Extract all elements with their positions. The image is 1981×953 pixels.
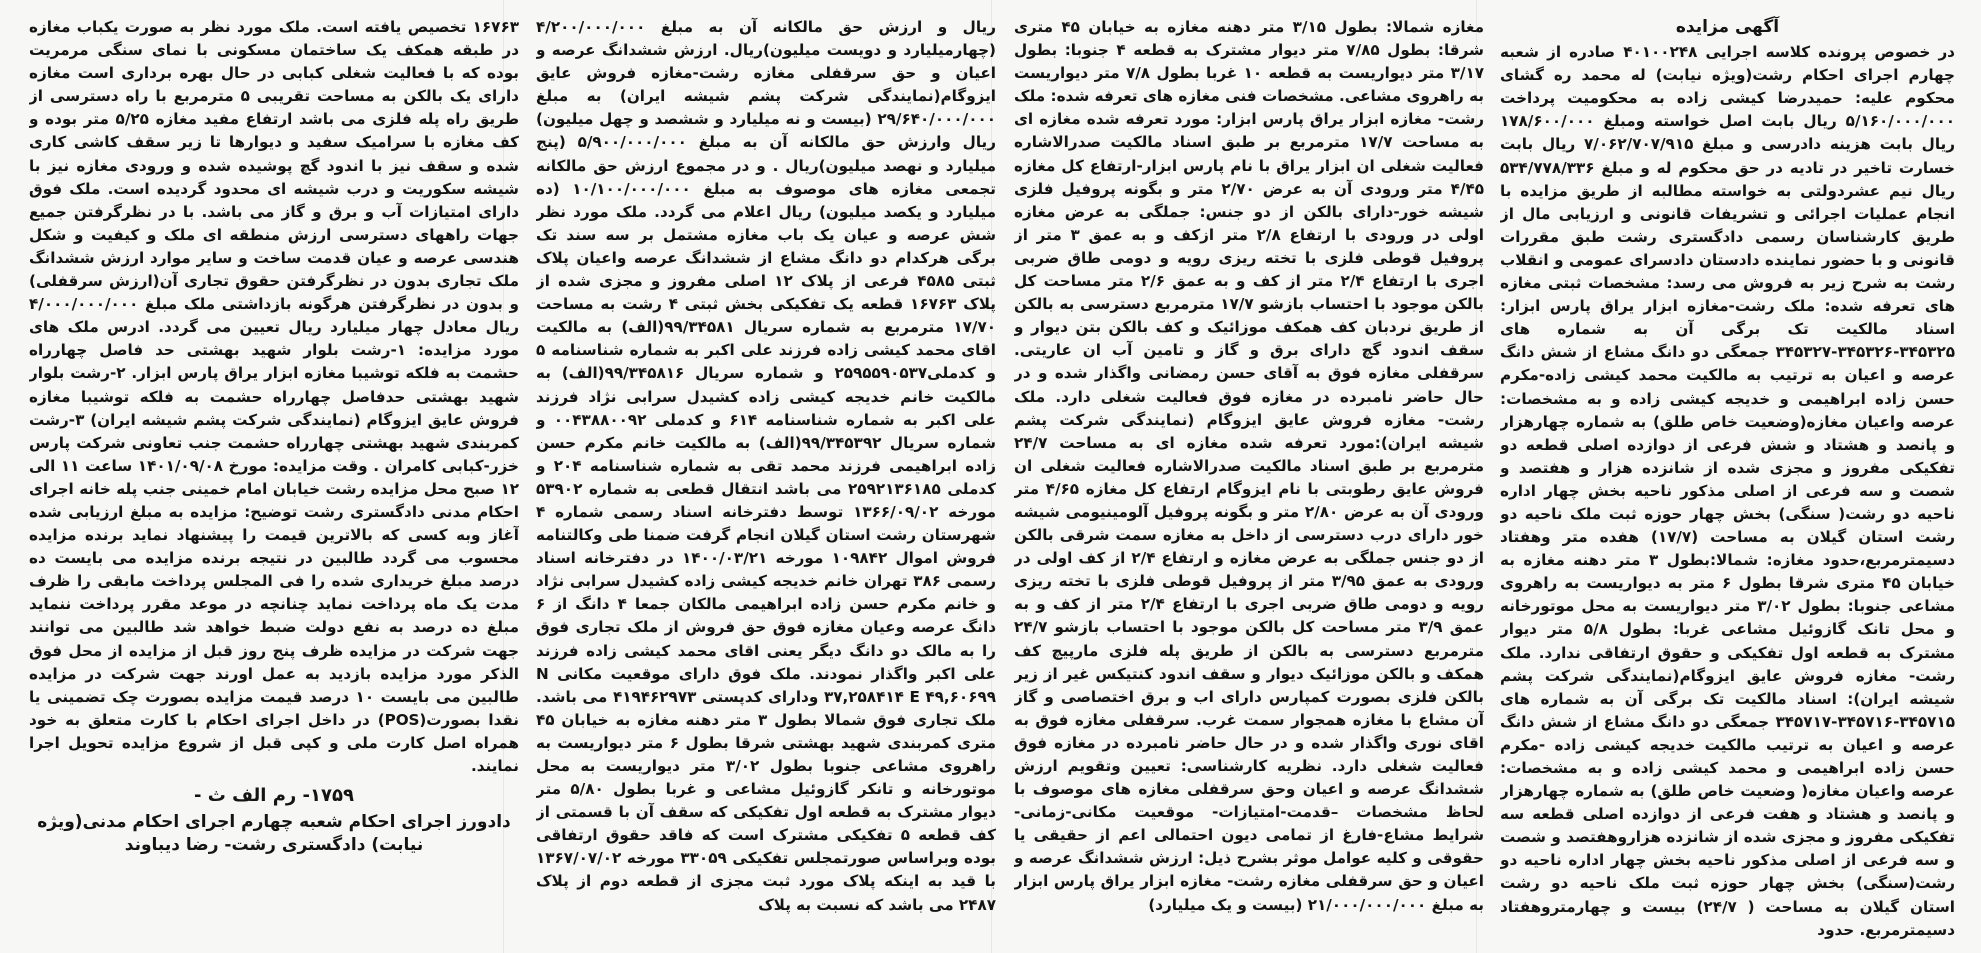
ad-body-part-4: ۱۶۷۶۳ تخصیص یافته است. ملک مورد نظر به صورت یکباب مغازه در طبقه همکف یک ساختمان مسکونی با نمای سنگی مرمریت بوده که با فعالیت شغلی کبابی در حال بهره برداری است مغازه دارای یک بالکن به مساحت تقریبی ۵ مترمربع با راه دسترسی از طریق راه پله فلزی می باشد ارتفاع مفید مغازه ۵/۲۵ متر بوده و کف مغازه با سرامیک سفید و دیوارها تا زیر سقف کاشی کاری شده و سقف نیز با اندود گچ پوشیده شده و ورودی مغازه نیز با شیشه سکوریت و درب شیشه ای محدود گردیده است. ملک فوق دارای امتیازات آب و برق و گاز می باشد. با در نظرگرفتن جمیع جهات راههای دسترسی ارزش منطقه ای ملک و کیفیت و شکل هندسی عرصه و عیان قدمت ساخت و سایر موارد ارزش ششدانگ ملک تجاری بدون در نظرگرفتن حقوق تجاری آن(ارزش سرقفلی) و بدون در نظرگرفتن هرگونه بازداشتی ملک مبلغ ۴/۰۰۰/۰۰۰/۰۰۰ ریال معادل چهار میلیارد ریال تعیین می گردد. ادرس ملک های مورد مزایده: ۱-رشت بلوار شهید بهشتی حد فاصل چهارراه حشمت به فلکه توشیبا مغازه ابزار یراق پارس ابزار. ۲-رشت بلوار شهید بهشتی حدفاصل چهارراه حشمت به فلکه توشیبا مغازه فروش عایق ایزوگام (نمایندگی شرکت پشم شیشه ایران) ۳-رشت کمربندی شهید بهشتی چهارراه حشمت جنب تعاونی شرکت پارس خزر-کبابی کامران . وقت مزایده: مورخ ۱۴۰۱/۰۹/۰۸ ساعت ۱۱ الی ۱۲ صبح محل مزایده رشت خیابان امام خمینی جنب پله خانه اجرای احکام مدنی دادگستری رشت توضیح: مزایده به مبلغ ارزیابی شده آغاز وبه کسی که بالاترین قیمت را پیشنهاد نماید برنده مزایده محسوب می گردد طالبین در نتیجه برنده مزایده می بایست ده درصد مبلغ خریداری شده را فی المجلس پرداخت مابقی را ظرف مدت یک ماه پرداخت نماید چنانچه در موعد مقرر پرداخت ننماید مبلغ ده درصد به نفع دولت ضبط خواهد شد طالبین می توانند جهت شرکت در مزایده ظرف پنج روز قبل از مزایده از محل فوق الذکر مورد مزایده بازدید به عمل اورند جهت شرکت در مزایده طالبین می بایست ۱۰ درصد قیمت مزایده بصورت چک تضمینی یا نقدا بصورت(POS) در داخل اجرای احکام با کارت متعلق به خود همراه اصل کارت ملی و کپی قبل از شروع مزایده تحویل اجرا نمایند. xyxy=(29,18,519,775)
ad-body-part-2: مغازه شمالا: بطول ۳/۱۵ متر دهنه مغازه به خیابان ۴۵ متری شرقا: بطول ۷/۸۵ متر دیوار مشترک به قطعه ۴ جنوبا: بطول ۳/۱۷ متر دیواریست به قطعه ۱۰ غربا بطول ۷/۸ متر دیواریست به راهروی مشاعی. مشخصات فنی مغازه های تعرفه شده: ملک رشت- مغازه ابزار یراق پارس ابزار: مورد تعرفه شده مغازه ای به مساحت ۱۷/۷ مترمربع بر طبق اسناد مالکیت صدرالاشاره فعالیت شغلی ان ابزار یراق با نام پارس ابزار-ارتفاع کل مغازه ۴/۴۵ متر ورودی آن به عرض ۲/۷۰ متر و بگونه پروفیل فلزی شیشه خور-دارای بالکن از دو جنس: جملگی به عرض مغازه اولی در ورودی با ارتفاع ۲/۸ متر ازکف و به عمق ۳ متر از پروفیل قوطی فلزی با تخته ریزی رویه و دومی طاق ضربی اجری با ارتفاع ۲/۴ متر از کف و به عمق ۲/۶ متر مساحت کل بالکن موجود با احتساب بازشو ۱۷/۷ مترمربع دسترسی به بالکن از طریق نردبان کف همکف موزائیک و کف بالکن بتن دیوار و سقف اندود گچ دارای برق و گاز و تامین آب ان عاریتی. سرقفلی مغازه فوق به آقای حسن رمضانی واگذار شده و در حال حاضر نامبرده در مغازه فوق فعالیت شغلی دارد. ملک رشت- مغازه فروش عایق ایزوگام (نمایندگی شرکت پشم شیشه ایران):مورد تعرفه شده مغازه ای به مساحت ۲۴/۷ مترمربع بر طبق اسناد مالکیت صدرالاشاره فعالیت شغلی ان فروش عایق رطوبتی با نام ایزوگام ارتفاع کل مغازه ۴/۶۵ متر ورودی آن به عرض ۲/۸۰ متر و بگونه پروفیل آلومینیومی شیشه خور دارای درب دسترسی از داخل به مغازه سمت شرقی بالکن از دو جنس جملگی به عرض مغازه و ارتفاع ۲/۴ از کف اولی در ورودی به عمق ۳/۹۵ متر از پروفیل قوطی فلزی با تخته ریزی رویه و دومی طاق ضربی اجری با ارتفاع ۲/۴ متر از کف و به عمق ۳/۹ متر مساحت کل بالکن موجود با احتساب بازشو ۲۴/۷ مترمربع دسترسی به بالکن از طریق پله فلزی مارپیچ کف همکف و بالکن موزائیک دیوار و سقف اندود کنتیکس غیر از زیر بالکن فلزی بصورت کمپارس دارای اب و برق اختصاصی و گاز آن مشاع با مغازه همجوار سمت غرب. سرقفلی مغازه فوق به اقای نوری واگذار شده و در حال حاضر نامبرده در مغازه فوق فعالیت شغلی دارد. نظریه کارشناسی: تعیین وتقویم ارزش ششدانگ عرصه و اعیان وحق سرقفلی مغازه های موصوف با لحاظ مشخصات –قدمت-امتیازات- موقعیت مکانی-زمانی-شرایط مشاع-فارغ از تمامی دیون احتمالی اعم از حقیقی یا حقوقی و کلیه عوامل موثر بشرح ذیل: ارزش ششدانگ عرصه و اعیان و حق سرقفلی مغازه رشت- مغازه ابزار یراق پارس ابزار به مبلغ ۲۱/۰۰۰/۰۰۰/۰۰۰ (بیست و یک میلیارد) xyxy=(1014,18,1484,914)
ad-reference-number: ۱۷۵۹- رم الف ث - xyxy=(194,785,354,807)
ad-body-part-3: ریال و ارزش حق مالکانه آن به مبلغ ۴/۲۰۰/۰۰۰/۰۰۰ (چهارمیلیارد و دویست میلیون)ریال. ارزش ششدانگ عرصه و اعیان و حق سرقفلی مغازه رشت-مغازه فروش عایق ایزوگام(نمایندگی شرکت پشم شیشه ایران) به مبلغ ۲۹/۶۴۰/۰۰۰/۰۰۰ (بیست و نه میلیارد و ششصد و چهل میلیون) ریال وارزش حق مالکانه آن به مبلغ ۵/۹۰۰/۰۰۰/۰۰۰ (پنج میلیارد و نهصد میلیون)ریال . و در مجموع ارزش حق مالکانه تجمعی مغازه های موصوف به مبلغ ۱۰/۱۰۰/۰۰۰/۰۰۰ (ده میلیارد و یکصد میلیون) ریال اعلام می گردد. ملک مورد نظر شش عرصه و عیان یک باب مغازه مشتمل بر سه سند تک برگی هرکدام دو دانگ مشاع از ششدانگ عرصه واعیان پلاک ثبتی ۴۵۸۵ فرعی از پلاک ۱۲ اصلی مفروز و مجزی شده از پلاک ۱۶۷۶۳ قطعه یک تفکیکی بخش ثبتی ۴ رشت به مساحت ۱۷/۷۰ مترمربع به شماره سریال ۹۹/۳۴۵۸۱(الف) به مالکیت اقای محمد کیشی زاده فرزند علی اکبر به شماره شناسنامه ۵ و کدملی۲۵۹۵۵۹۰۵۳۷ و شماره سریال ۹۹/۳۴۵۸۱۶(الف) به مالکیت خانم خدیجه کیشی زاده کشیدل سرابی نژاد فرزند علی اکبر به شماره شناسنامه ۶۱۴ و کدملی ۰۰۴۳۸۸۰۰۹۲ و شماره سریال ۹۹/۳۴۵۳۹۲(الف) به مالکیت خانم مکرم حسن زاده ابراهیمی فرزند محمد تقی به شماره شناسنامه ۲۰۴ و کدملی ۲۵۹۲۱۳۶۱۸۵ می باشد انتقال قطعی به شماره ۵۳۹۰۲ مورخه ۱۳۶۶/۰۹/۰۲ توسط دفترخانه اسناد رسمی شماره ۴ شهرستان رشت استان گیلان انجام گرفت ضمنا طی وکالتنامه فروش اموال ۱۰۹۸۴۲ مورخه ۱۴۰۰/۰۳/۲۱ در دفترخانه اسناد رسمی ۳۸۶ تهران خانم خدیجه کیشی زاده کشیدل سرابی نژاد و خانم مکرم حسن زاده ابراهیمی مالکان جمعا ۴ دانگ از ۶ دانگ عرصه وعیان مغازه فوق حق فروش از ملک تجاری فوق را به مالک دو دانگ دیگر یعنی اقای محمد کیشی زاده فرزند علی اکبر واگذار نمودند. ملک فوق دارای موقعیت مکانی N ۳۷,۲۵۸۴۱۴ E ۴۹,۶۰۶۹۹ ودارای کدپستی ۴۱۹۴۶۲۹۷۳ می باشد. ملک تجاری فوق شمالا بطول ۳ متر دهنه مغازه به خیابان ۴۵ متری کمربندی شهید بهشتی شرقا بطول ۶ متر دیواریست به راهروی مشاعی جنوبا بطول ۳/۰۲ متر دیواریست به محل موتورخانه و تانکر گازوئیل مشاعی و غربا بطول ۵/۸۰ متر دیوار مشترک به قطعه اول تفکیکی که سقف آن با قسمتی از کف قطعه ۵ تفکیکی مشترک است که فاقد حقوق ارتفاقی بوده وبراساس صورتمجلس تفکیکی ۳۳۰۵۹ مورخه ۱۳۶۷/۰۷/۰۲ با قید به اینکه پلاک مورد ثبت مجزی از قطعه دوم از پلاک ۲۴۸۷ می باشد که نسبت به پلاک xyxy=(536,18,996,914)
ad-column-3 xyxy=(536,16,996,941)
ad-signatory: دادورز اجرای احکام شعبه چهارم اجرای احکام مدنی(ویژه نیابت) دادگستری رشت- رضا دیباوند xyxy=(37,812,511,856)
ad-title: آگهی مزایده xyxy=(1675,17,1780,37)
ad-column-2 xyxy=(1014,16,1484,941)
ad-signature-block xyxy=(29,784,519,857)
ad-column-4 xyxy=(29,16,519,941)
ad-column-1 xyxy=(1500,16,1955,941)
ad-body-part-1: در خصوص پرونده کلاسه اجرایی ۴۰۱۰۰۲۴۸ صادره از شعبه چهارم اجرای احکام رشت(ویژه نیابت) له محمد ره گشای محکوم علیه: حمیدرضا کیشی زاده به محکومیت پرداخت ۵/۱۶۰/۰۰۰/۰۰۰ ریال بابت اصل خواسته ومبلغ ۱۷۸/۶۰۰/۰۰۰ ریال بابت هزینه دادرسی و مبلغ ۷/۰۶۲/۷۰۷/۹۱۵ ریال بابت خسارت تاخیر در تادیه در حق محکوم له و مبلغ ۵۳۴/۷۷۸/۳۳۶ ریال نیم عشردولتی به خواسته مطالبه از طریق مزایده با انجام عملیات اجرائی و تشریفات قانونی و ارزیابی مال از طریق کارشناسان رسمی دادگستری رشت طبق مقررات قانونی و با حضور نماینده دادستان دادسرای عمومی و انقلاب رشت به شرح زیر به فروش می رسد: مشخصات ثبتی مغازه های تعرفه شده: ملک رشت-مغازه ابزار یراق پارس ابزار: اسناد مالکیت تک برگی آن به شماره های ۳۴۵۳۲۵-۳۴۵۳۲۶-۳۴۵۳۲۷ جمعگی دو دانگ مشاع از شش دانگ عرصه و اعیان به ترتیب به مالکیت محمد کیشی زاده-مکرم حسن زاده ابراهیمی و خدیجه کیشی زاده و به مشخصات: عرصه واعیان مغازه(وضعیت خاص طلق) به شماره چهارهزار و پانصد و هشتاد و شش فرعی از دوازده اصلی قطعه دو تفکیکی مفروز و مجزی شده از شانزده هزار و هفتصد و شصت و سه فرعی از اصلی مذکور ناحیه بخش چهار اداره ناحیه دو رشت( سنگی) بخش چهار حوزه ثبت ملک ناحیه دو رشت استان گیلان به مساحت (۱۷/۷) هفده متر وهفتاد دسیمترمربع،حدود مغازه: شمالا:بطول ۳ متر دهنه مغازه به خیابان ۴۵ متری شرقا بطول ۶ متر به دیواریست به راهروی مشاعی جنوبا: بطول ۳/۰۲ متر دیواریست به محل موتورخانه و محل تانک گازوئیل مشاعی غربا: بطول ۵/۸ متر دیوار مشترک به قطعه اول تفکیکی و حقوق ارتفاقی ندارد. ملک رشت- مغازه فروش عایق ایزوگام(نمایندگی شرکت پشم شیشه ایران): اسناد مالکیت تک برگی آن به شماره های ۳۴۵۷۱۵-۳۴۵۷۱۶-۳۴۵۷۱۷ جمعگی دو دانگ مشاع از شش دانگ عرصه و اعیان به ترتیب مالکیت خدیجه کیشی زاده -مکرم حسن زاده ابراهیمی و محمد کیشی زاده و به مشخصات: عرصه واعیان مغازه( وضعیت خاص طلق) به شماره چهارهزار و پانصد و هشتاد و هفت فرعی از دوازده اصلی قطعه سه تفکیکی مفروز و مجزی شده از شانزده هزاروهفتصد و شصت و سه فرعی از اصلی مذکور ناحیه بخش چهار اداره ناحیه دو رشت(سنگی) بخش چهار حوزه ثبت ملک ناحیه دو رشت استان گیلان به مساحت ( ۲۴/۷) بیست و چهارمتروهفتاد دسیمترمربع. حدود xyxy=(1500,43,1955,939)
